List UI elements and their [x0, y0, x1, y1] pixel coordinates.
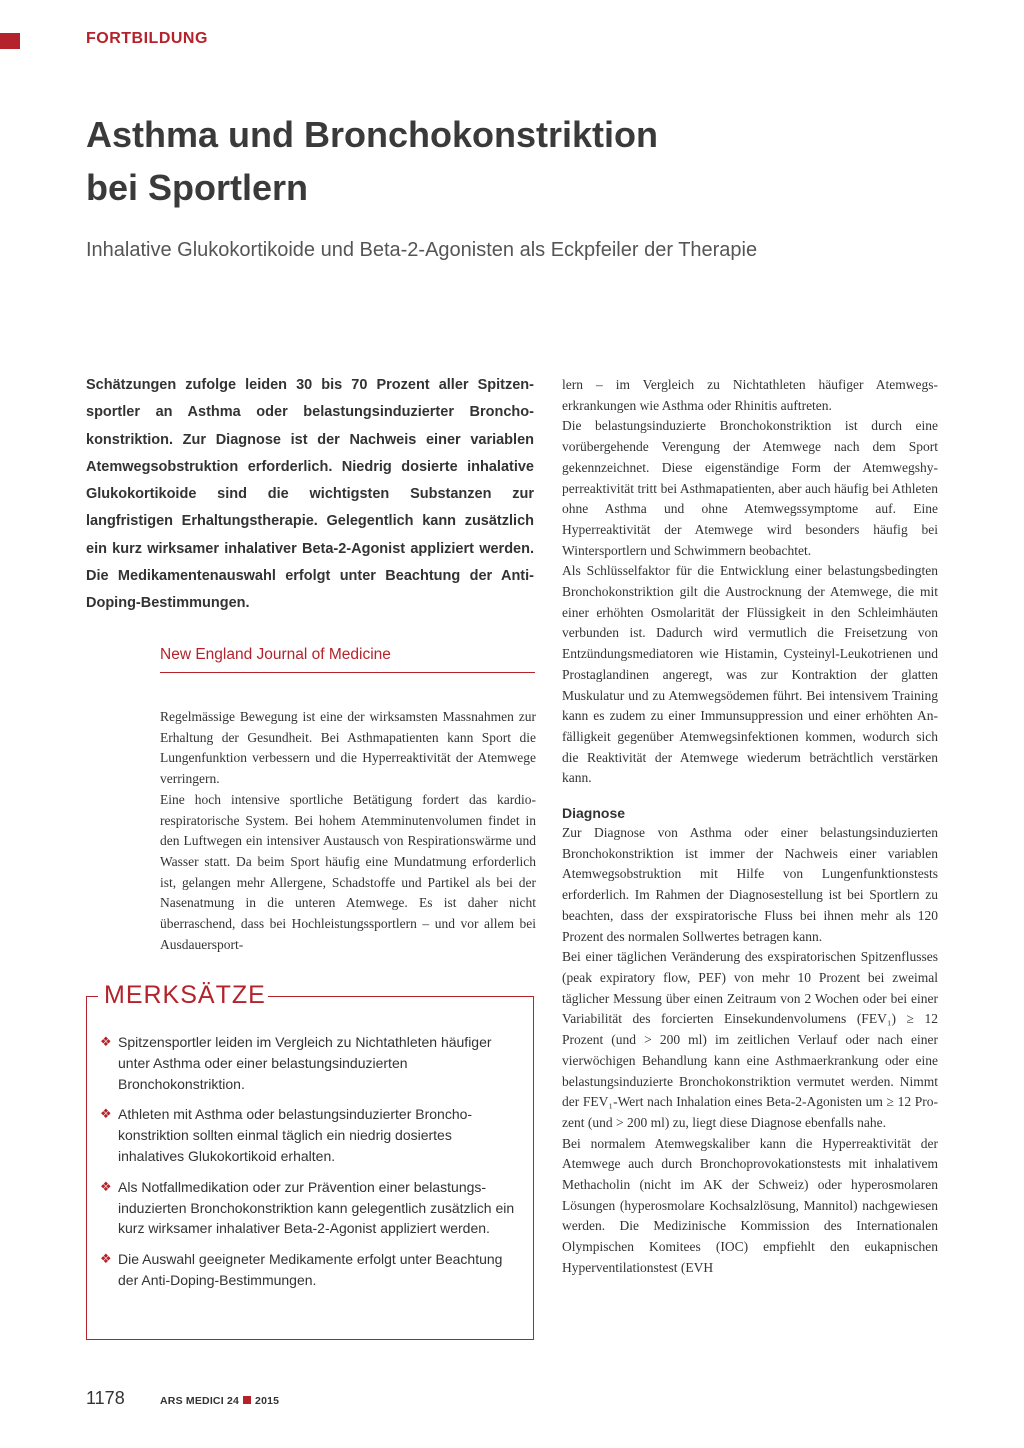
merksaetze-item-text: Als Notfallmedikation oder zur Prävention einer belastungsinduzierten Bronchokonstriktion kann gelegentlich zusätzlich ein kurz wirksamer inhalativer Beta-2-Agonist appliziert werden. [118, 1178, 515, 1237]
body-paragraph: Als Schlüsselfaktor für die Entwicklung einer belastungsbedingten Bronchokonstriktion gilt die Austrocknung der Atemwege, die mit einer erhöhten Osmolarität der Flüssigkeit in den Schleimhäuten verbunden ist. Dadurch wird vermutlich die Freisetzung von Entzündungsmediatoren wie Histamin, Cysteinyl-Leukotrienen und Prostaglandinen angeregt, was zur Kontraktion der glatten Muskulatur und zu Atemwegsödemen führt. Bei intensivem Training kann es zudem zu einer Immunsuppression und einer erhöhten Anfälligkeit gegenüber Atemwegsinfektionen kommen, wodurch sich die Reaktivität der Atemwege wiederum beträchtlich verstärken kann. [562, 563, 938, 786]
body-left-column [160, 707, 536, 955]
source-citation: New England Journal of Medicine [160, 646, 535, 673]
footer-square-icon [243, 1396, 251, 1404]
merksaetze-list [100, 1032, 520, 1301]
article-lead: Schätzungen zufolge leiden 30 bis 70 Prozent aller Spitzensportler an Asthma oder belastungsinduzierter Bronchokonstriktion. Zur Diagnose ist der Nachweis einer variablen Atemwegsobstruktion erforderlich. Niedrig dosierte inhalative Glukokortikoide sind die wichtigsten Substanzen zur langfristigen Erhaltungstherapie. Gelegentlich kann zusätzlich ein kurz wirksamer inhalativer Beta-2-Agonist appliziert werden. Die Medikamentenauswahl erfolgt unter Beachtung der Anti-Doping-Bestimmungen. [86, 377, 534, 612]
journal-year: 2015 [255, 1395, 280, 1407]
article-title-line2: bei Sportlern [86, 167, 309, 208]
merksaetze-item [100, 1104, 520, 1166]
diamond-bullet-icon: ❖ [100, 1034, 112, 1049]
section-label: FORTBILDUNG [86, 30, 208, 47]
diamond-bullet-icon: ❖ [100, 1251, 112, 1267]
section-heading-diagnose: Diagnose [562, 805, 626, 822]
journal-footer [160, 1395, 279, 1407]
merksaetze-title: MERKSÄTZE [104, 981, 266, 1009]
section-marker [0, 33, 20, 49]
merksaetze-item [100, 1249, 520, 1291]
merksaetze-item [100, 1032, 520, 1094]
merksaetze-item-text: Die Auswahl geeigneter Medikamente erfolgt unter Beachtung der Anti-Doping-Bestimmungen. [118, 1251, 503, 1288]
page-number: 1178 [86, 1388, 125, 1408]
body-paragraph: Regelmässige Bewegung ist eine der wirksamsten Massnahmen zur Erhaltung der Gesundheit. Bei Asthmapatienten kann Sport die Lungenfunktion verbessern und die Hyperreaktivität der Atemwege verringern. [160, 709, 536, 787]
diamond-bullet-icon: ❖ [100, 1106, 112, 1122]
diamond-bullet-icon: ❖ [100, 1178, 112, 1194]
merksaetze-item-text: Spitzensportler leiden im Vergleich zu Nichtathleten häufiger unter Asthma oder einer belastungsinduzierten Bronchokonstriktion. [118, 1034, 492, 1092]
article-title [86, 108, 966, 214]
article-title-line1: Asthma und Bronchokonstriktion [86, 114, 659, 155]
merksaetze-rule [86, 996, 98, 997]
body-paragraph: Bei normalem Atemwegskaliber kann die Hyperreaktivität der Atemwege auch durch Bronchoprovokationstests mit inhalativem Methacholin (nicht im AK der Schweiz) oder hyperosmolaren Lösungen (hyperosmolare Kochsalzlösung, Mannitol) nachgewiesen werden. Die Medizinische Kommission des Internationalen Olympischen Komitees (IOC) empfiehlt den eukapnischen Hyperventilationstest (EVH [562, 1135, 938, 1275]
body-paragraph: lern – im Vergleich zu Nichtathleten häufiger Atemwegserkrankungen wie Asthma oder Rhinitis auftreten. [562, 377, 938, 413]
journal-name: ARS MEDICI 24 [160, 1395, 240, 1407]
merksaetze-item [100, 1177, 520, 1239]
body-paragraph: Bei einer täglichen Veränderung des exspiratorischen Spitzenflusses (peak expiratory flow, PEF) von mehr 10 Prozent bei zweimal täglicher Messung über einen Zeitraum von 2 Wochen oder bei einer Variabilität des forcierten Einsekundenvolumens (FEV₁) ≥ 12 Prozent (und > 200 ml) im zeitlichen Verlauf oder nach einer vierwöchigen Behandlung kann eine Asthmaerkrankung oder eine belastungsinduzierte Bronchokonstriktion vermutet werden. Nimmt der FEV₁-Wert nach Inhalation eines Beta-2-Agonisten um ≥ 12 Prozent (und > 200 ml) zu, liegt diese Diagnose ebenfalls nahe. [562, 949, 938, 1130]
body-paragraph: Eine hoch intensive sportliche Betätigung fordert das kardiorespiratorische System. Bei hohem Atemminutenvolumen findet in den Luftwegen ein intensiver Austausch von Respirationswärme und Wasser statt. Da beim Sport häufig eine Mundatmung erforderlich ist, gelangen mehr Allergene, Schadstoffe und Partikel als bei der Nasenatmung in die unteren Atemwege. Es ist daher nicht überraschend, dass bei Hochleistungssportlern – und vor allem bei Ausdauersport- [160, 791, 536, 952]
merksaetze-item-text: Athleten mit Asthma oder belastungsinduzierter Bronchokonstriktion sollten einmal täglich ein niedrig dosiertes inhalatives Glukokortikoid erhalten. [118, 1106, 473, 1164]
article-subtitle: Inhalative Glukokortikoide und Beta-2-Agonisten als Eckpfeiler der Therapie [86, 239, 758, 261]
body-right-column [562, 375, 938, 1279]
body-paragraph: Die belastungsinduzierte Bronchokonstriktion ist durch eine vorübergehende Verengung der Atemwege nach dem Sport gekennzeichnet. Diese eigenständige Form der Atemwegshyperreaktivität tritt bei Asthmapatienten, aber auch häufig bei Athleten ohne Asthma und ohne Atemwegssymptome auf. Eine Hyperreaktivität der Atemwege wird besonders häufig bei Wintersportlern und Schwimmern beobachtet. [562, 418, 938, 558]
merksaetze-rule [268, 996, 534, 997]
body-paragraph: Zur Diagnose von Asthma oder einer belastungsinduzierten Bronchokonstriktion ist immer der Nachweis einer variablen Atemwegsobstruktion mit Hilfe von Lungenfunktionstests erforderlich. Im Rahmen der Diagnosestellung ist bei Sportlern zu beachten, dass der exspiratorische Fluss bei ihnen mehr als 120 Prozent des normalen Sollwertes betragen kann. [562, 825, 938, 944]
